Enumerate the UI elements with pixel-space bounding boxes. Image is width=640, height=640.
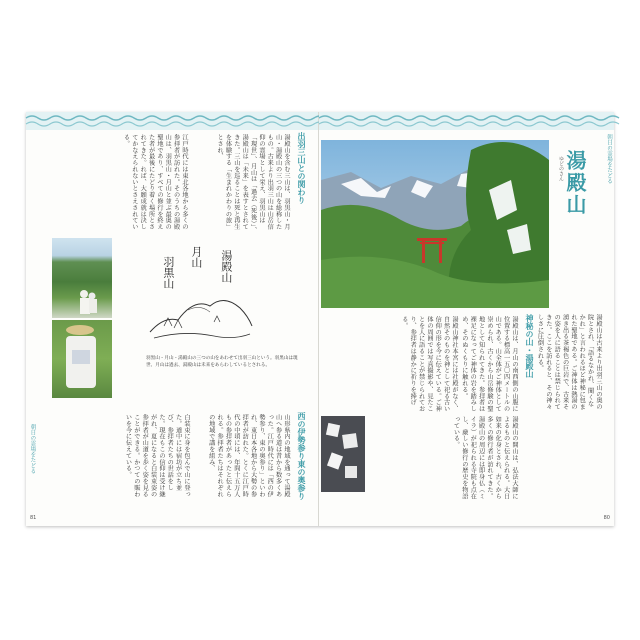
illustration-caption: 羽黒山・月山・湯殿山の三つの山をあわせて出羽三山という。羽黒山は現世、月山は過去、湯殿山は未来をあらわしているとされる。 <box>146 356 298 368</box>
body-text-column: 江戸時代には東北各地から多くの参拝者が訪れた。そのうちの湯殿山は、羽黒山・月山と並ぶ最奥の聖地であり、すべての修行を終えた者が最後にたどり着く場所とされてきた。れば、大願成就は決してかなえられないとさえされている。 <box>122 134 188 230</box>
page-number: 81 <box>30 515 37 521</box>
section-title: 出羽三山との関わり <box>297 132 306 204</box>
paper-charm-photo <box>321 416 365 492</box>
mountain-photo <box>52 238 112 318</box>
section-title: 西の伊勢参り東の奥参り <box>297 412 306 500</box>
wave-border-icon <box>319 112 614 130</box>
mountain-sketch-icon <box>144 246 254 346</box>
body-text-column: 湯殿山を含む三山は、羽黒山・月山・湯殿山の三つの山を総称したもの。古来より出羽三山は山岳信仰の霊場として栄え、羽黒山は「現世」、月山は「過去（死後）」、湯殿山は「未来」を表すとされてきた。三山を巡ることは死と再生を体験する「生まれかわりの旅」とされ、 <box>216 134 290 234</box>
intro-text: 湯殿山は古来より出羽三山の奥の院とされ、「語るなかれ、聞くなかれ」と言われるほど神秘に包まれた聖地である。ご神体は熱湯の湧き出る茶褐色の巨岩で、古来その姿を人に語ることは禁じられてきた。ここを訪れると、その神々しさに圧倒される。 <box>536 314 602 410</box>
paper-charm-icon <box>321 416 365 492</box>
section-title: 神秘の山・湯殿山 <box>525 314 534 378</box>
illustration-label: 湯殿山 <box>219 250 233 283</box>
book-spread <box>26 112 614 526</box>
body-text-column: 湯殿山は、月山の南西側の山腹に位置する標高一五〇四メートルの山である。山全体がご神体として崇められ、古くから山岳修験の聖地として知られてきた。参拝者は裸足になってご神体の岩を踏みしめ、そのぬくもりに触れる。 <box>460 316 518 412</box>
yudonosan-photo <box>321 140 549 308</box>
three-mountains-illustration <box>144 246 254 346</box>
left-page <box>26 112 319 526</box>
body-text-column: 山形県内の地域を通って湯殿山へ参る道は昔から数多くあった。江戸時代には「西の伊勢参り、東の奥参り」といわれ、東日本各地から大勢の参拝者が訪れた。とくに江戸時代の中頃には、年間十五万人もの参拝者があったと伝えられる。参拝者たちはそれぞれの地域で講を組み、 <box>207 414 290 498</box>
title-reading: ゆどのさん <box>558 156 564 181</box>
wave-border-icon <box>26 112 318 130</box>
pilgrim-figure-icon <box>52 320 112 398</box>
right-page <box>319 112 614 526</box>
pilgrim-photo <box>52 320 112 398</box>
running-head: 朝日の霊場をたどる <box>29 424 36 474</box>
illustration-label: 月山 <box>189 246 203 268</box>
pilgrims-icon <box>52 238 112 318</box>
illustration-label: 羽黒山 <box>161 256 175 289</box>
page-title: 湯殿山 <box>563 150 587 216</box>
running-head: 朝日の霊場をたどる <box>606 134 612 184</box>
body-text-column: 湯殿山の開山は、弘法大師によるものと伝えられる。大日如来の化身とされ、古くから多くの修行者が訪れてきた。湯殿山の周辺には即身仏（ミイラ）が祀られる寺院も点在し、厳しい修行の歴史を物語っている。 <box>452 416 518 500</box>
body-text-column: 湯殿山神社本宮には社殿がなく、自然そのものを神として祀る古い信仰の形を今に伝えている。ご神体の周囲では写真撮影や、見たことを人に語ることが禁じられており、参拝者は静かに祈りを捧げる。 <box>400 316 458 412</box>
page-number: 80 <box>603 515 610 521</box>
body-text-column: 白装束に身を包んで山に登った。道中には宿坊が立ち並び、参拝者たちの世話をした。現在もこの信仰は受け継がれ、夏になると白装束姿の参拝者が山道を歩く姿を見ることができる。かつての賑わいを今に伝えている。 <box>124 414 190 498</box>
mountain-landscape-icon <box>321 140 549 308</box>
